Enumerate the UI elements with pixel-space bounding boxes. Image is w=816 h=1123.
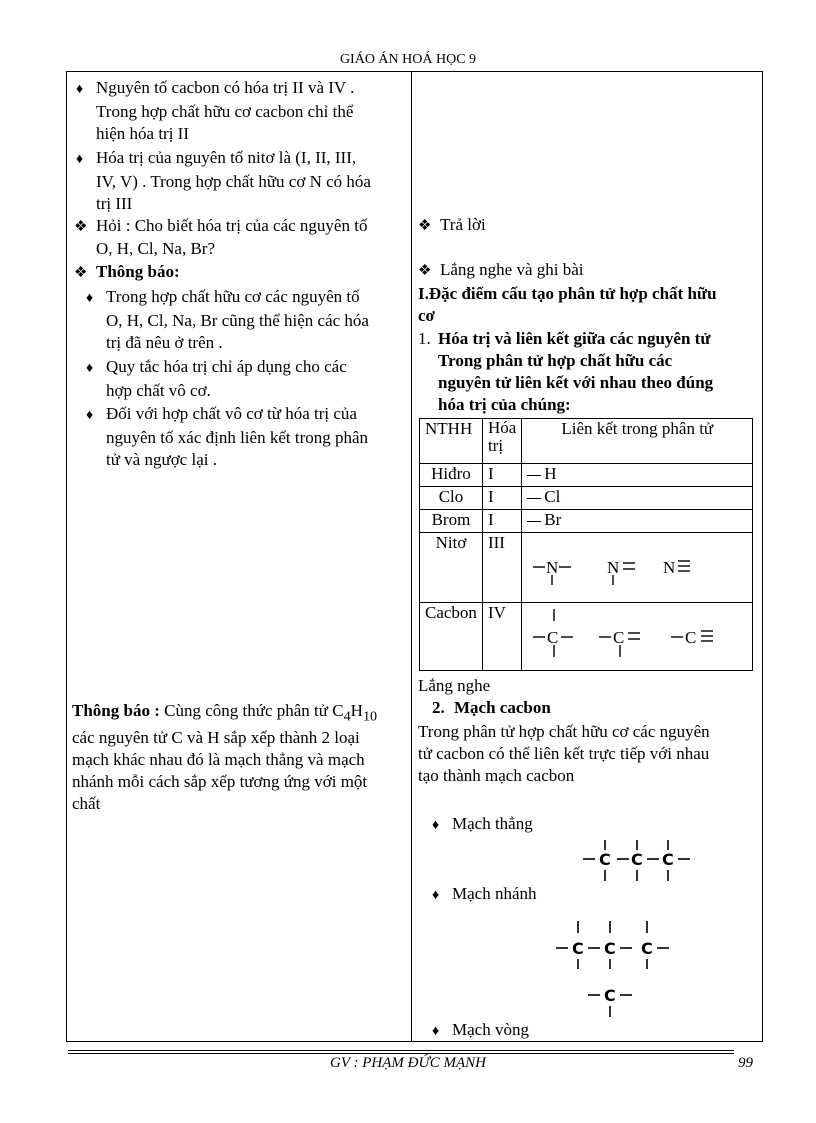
straight-chain-diagram	[575, 836, 705, 886]
table-row: Cacbon IV C C C	[420, 603, 753, 671]
footer-rule-top	[68, 1050, 734, 1051]
svg-text:N: N	[607, 558, 620, 577]
svg-text:C: C	[641, 939, 653, 958]
table-row: Hiđro I H	[420, 464, 753, 487]
left-bullet-1: ♦ Nguyên tố cacbon có hóa trị II và IV . Trong hợp chất hữu cơ cacbon chỉ thể hiện hóa trị II	[76, 78, 355, 143]
right-listen: ❖ Lắng nghe và ghi bài	[418, 259, 584, 282]
svg-text:C: C	[599, 850, 611, 869]
svg-text:C: C	[604, 939, 616, 958]
svg-text:C: C	[604, 986, 616, 1005]
footer-page-number: 99	[738, 1055, 753, 1071]
right-point-1: 1. Hóa trị và liên kết giữa các nguyên tử Trong phân tử hợp chất hữu các nguyên tử liên kết với nhau theo đúng hóa trị của chúng:	[418, 329, 714, 414]
branched-chain-diagram	[548, 917, 688, 1022]
column-divider	[411, 71, 412, 1042]
diamond-icon: ♦	[432, 888, 440, 903]
left-bullet-2: ♦ Hóa trị của nguyên tố nitơ là (I, II, III, IV, V) . Trong hợp chất hữu cơ N có hóa trị III	[76, 148, 371, 213]
footer-teacher: GV : PHẠM ĐỨC MẠNH	[330, 1055, 487, 1071]
footer-rule-bottom	[68, 1053, 734, 1054]
svg-text:N: N	[663, 558, 676, 577]
carbon-bonds	[522, 603, 753, 671]
svg-text:C: C	[572, 939, 584, 958]
left-sub-bullet-2: ♦ Quy tắc hóa trị chỉ áp dụng cho các hợp chất vô cơ.	[86, 357, 347, 400]
right-listen-2: Lắng nghe	[418, 676, 491, 695]
svg-text:C: C	[662, 850, 674, 869]
diamond-icon: ♦	[432, 1024, 440, 1039]
diamond-icon: ♦	[76, 82, 84, 97]
header-valence: Hóa trị	[482, 419, 521, 464]
carbon-bond-diagram	[527, 603, 747, 665]
svg-text:C: C	[613, 628, 625, 647]
svg-text:C: C	[631, 850, 643, 869]
table-row: Clo I Cl	[420, 487, 753, 510]
star-bullet-icon: ❖	[74, 265, 88, 281]
svg-text:C: C	[685, 628, 697, 647]
valence-table	[419, 418, 753, 671]
page-header: GIÁO ÁN HOÁ HỌC 9	[339, 52, 477, 67]
star-bullet-icon: ❖	[418, 263, 432, 279]
right-section-1: I.Đặc điểm cấu tạo phân tử hợp chất hữu cơ	[418, 284, 717, 325]
ring-chain-label: ♦ Mạch vòng	[432, 1019, 529, 1043]
diamond-icon: ♦	[86, 408, 94, 423]
table-row: Brom I Br	[420, 510, 753, 533]
left-sub-bullet-3: ♦ Đối với hợp chất vô cơ từ hóa trị của nguyên tố xác định liên kết trong phân tử và ngược lại .	[86, 404, 369, 469]
branched-chain-label: ♦ Mạch nhánh	[432, 883, 537, 907]
svg-text:C: C	[547, 628, 559, 647]
svg-text:N: N	[546, 558, 559, 577]
table-row: Nitơ III N N N	[420, 533, 753, 603]
header-element: NTHH	[420, 419, 483, 464]
straight-chain-label: ♦ Mạch thẳng	[432, 813, 533, 837]
diamond-icon: ♦	[76, 152, 84, 167]
diamond-icon: ♦	[86, 291, 94, 306]
left-notice-2: Thông báo : Cùng công thức phân tử $C_4H_{10}$ các nguyên tử C và H sắp xếp thành 2 loại mạch khác nhau đó là mạch thẳng và mạch nhánh mỗi cách sắp xếp tương ứng với một chất	[72, 701, 378, 814]
diamond-icon: ♦	[86, 361, 94, 376]
table-header-row	[420, 419, 753, 464]
left-notice-label: ❖ Thông báo:	[74, 261, 180, 284]
nitrogen-bond-diagram	[527, 533, 747, 593]
right-point-2-text: Trong phân tử hợp chất hữu cơ các nguyên tử cacbon có thể liên kết trực tiếp với nhau tạo thành mạch cacbon	[418, 722, 710, 785]
right-point-2-title: 2. Mạch cacbon	[432, 698, 551, 717]
star-bullet-icon: ❖	[418, 218, 432, 234]
header-bond: Liên kết trong phân tử	[522, 419, 753, 464]
diamond-icon: ♦	[432, 818, 440, 833]
right-answer: ❖ Trả lời	[418, 214, 486, 237]
left-sub-bullet-1: ♦ Trong hợp chất hữu cơ các nguyên tố O, H, Cl, Na, Br cũng thể hiện các hóa trị đã nêu ở trên .	[86, 287, 369, 352]
nitrogen-bonds	[522, 533, 753, 603]
left-question: ❖ Hỏi : Cho biết hóa trị của các nguyên tố O, H, Cl, Na, Br?	[74, 216, 368, 258]
star-bullet-icon: ❖	[74, 219, 88, 235]
